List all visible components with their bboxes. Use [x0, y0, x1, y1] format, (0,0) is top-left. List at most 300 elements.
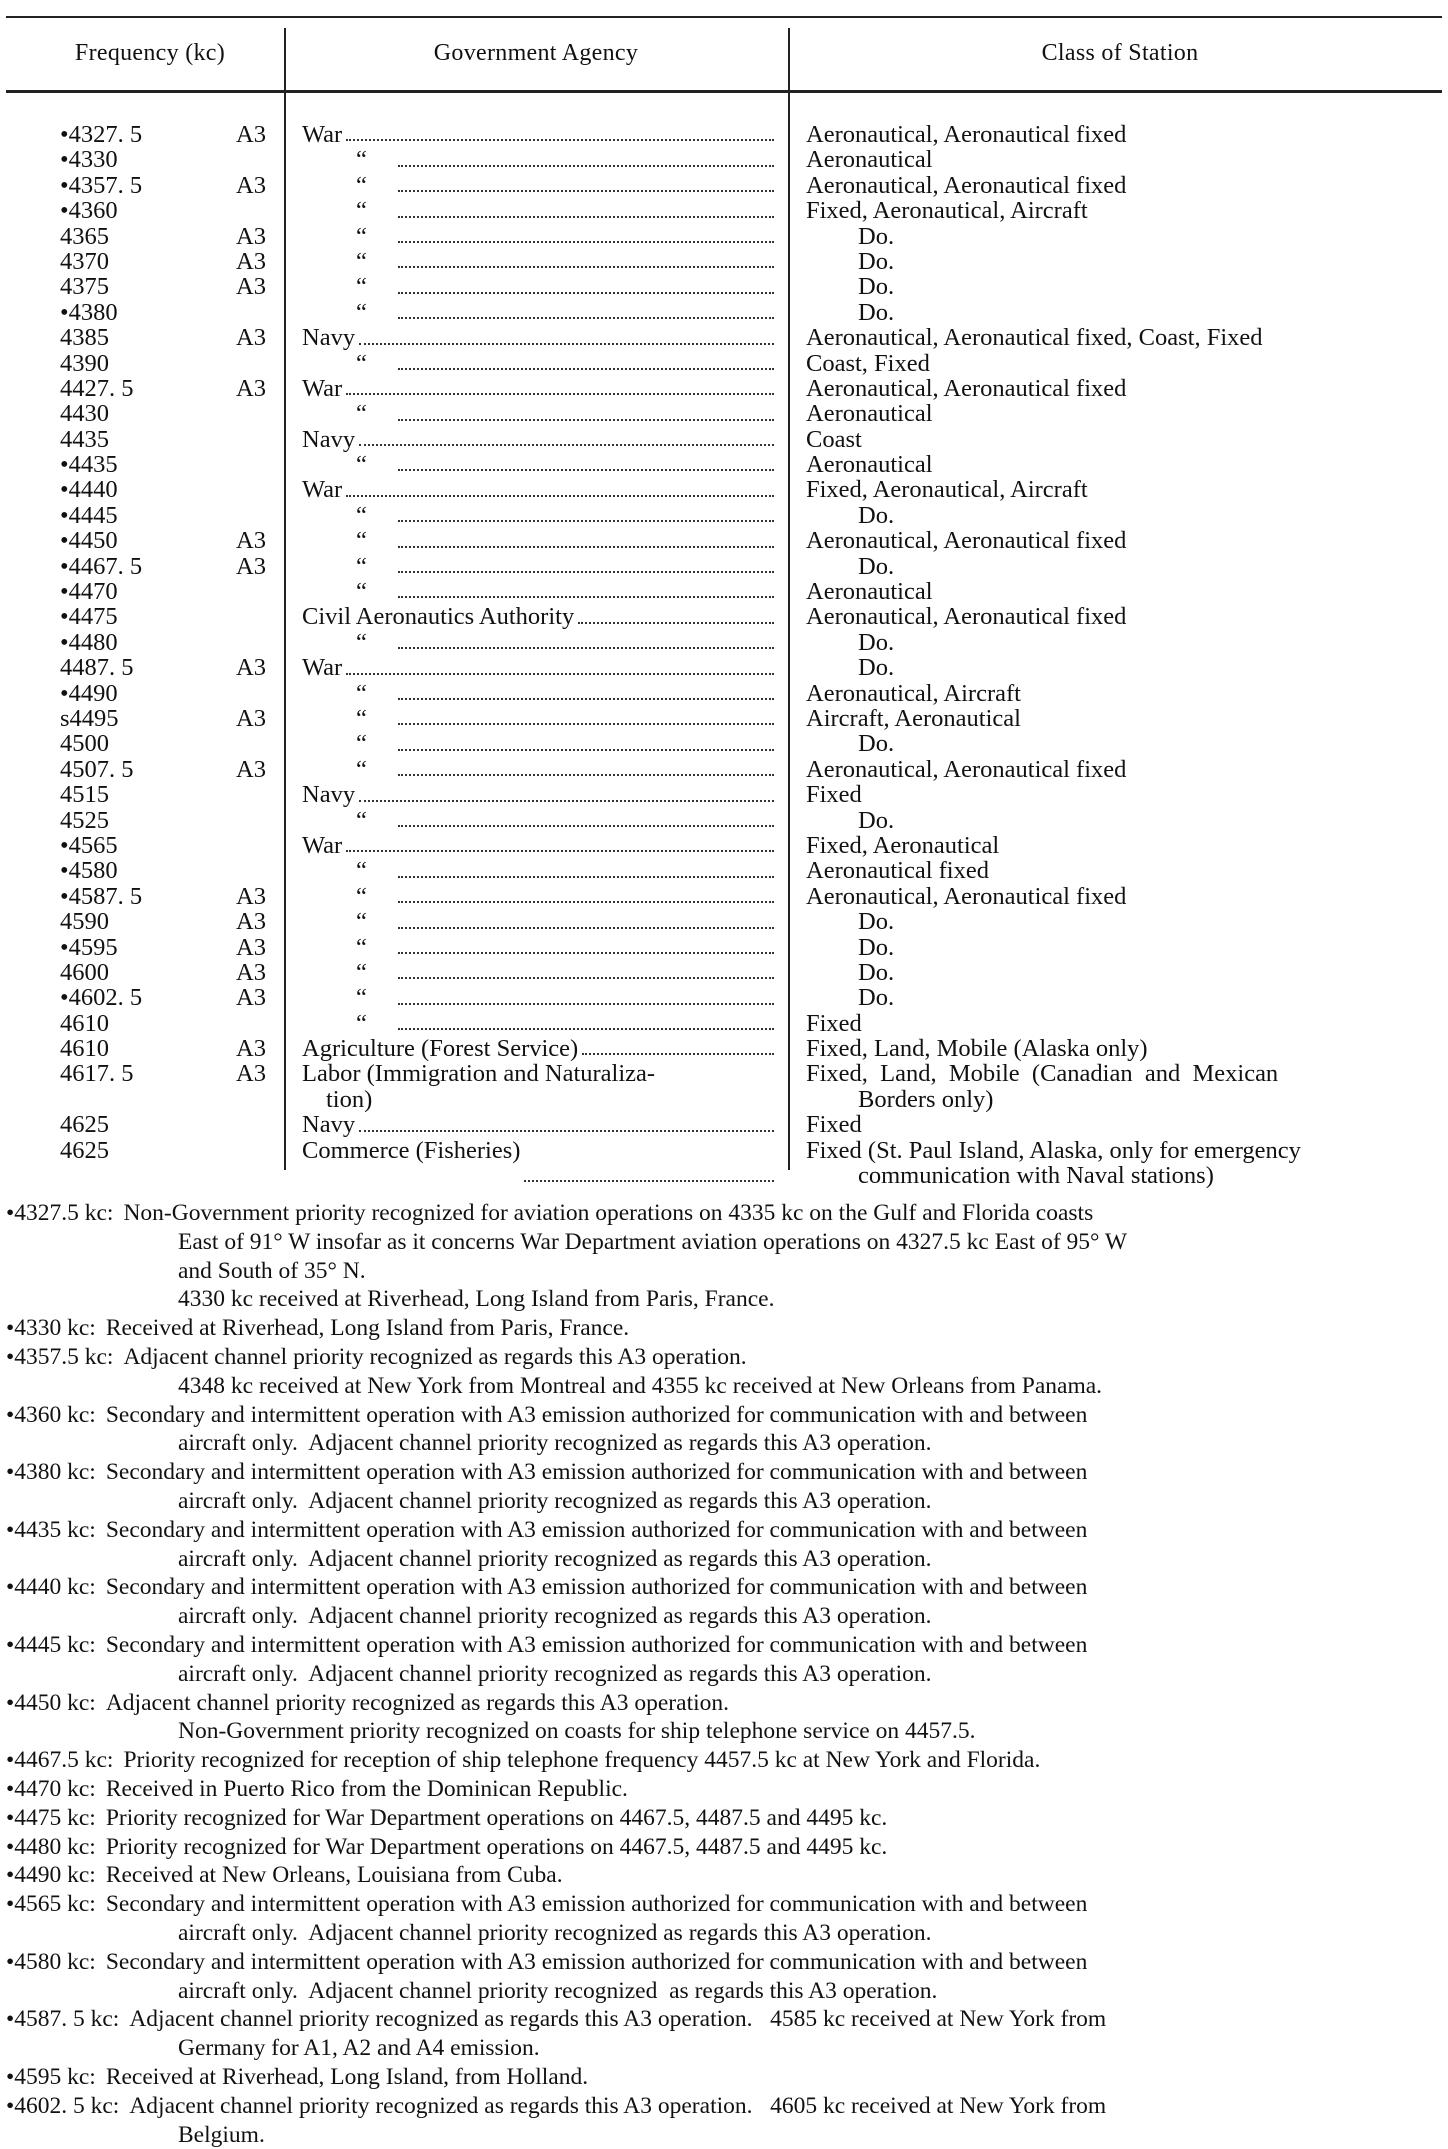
- class-cell: [806, 731, 1436, 756]
- table-row: [0, 604, 1448, 629]
- class-text: Aeronautical, Aeronautical fixed: [806, 121, 1127, 148]
- footnote-text: and South of 35° N.: [178, 1257, 366, 1284]
- agency-cell: [302, 198, 780, 223]
- frequency-cell: 4610: [60, 1009, 109, 1037]
- agency-text: “: [356, 909, 367, 935]
- emission-cell: A3: [236, 755, 266, 783]
- class-text: Aeronautical, Aeronautical fixed: [806, 882, 1127, 910]
- footnote-text: Secondary and intermittent operation with A3 emission authorized for communication with and between: [105, 1516, 1088, 1543]
- emission-cell: A3: [236, 324, 266, 352]
- class-cell: [806, 122, 1436, 147]
- emission-cell: A3: [236, 374, 266, 402]
- table-row: [0, 554, 1448, 579]
- agency-cell: [302, 884, 780, 909]
- leader-dots: [359, 343, 774, 345]
- frequency-cell: 4365: [60, 222, 109, 250]
- agency-cell: [302, 858, 780, 883]
- agency-text: “: [356, 731, 367, 757]
- emission-cell: A3: [236, 984, 266, 1012]
- leader-dots: [346, 673, 774, 675]
- table-row: [0, 249, 1448, 274]
- agency-cell: [302, 274, 780, 299]
- class-text: Aeronautical: [806, 451, 933, 479]
- frequency-cell: •4580: [60, 857, 118, 885]
- agency-cell: [302, 985, 780, 1010]
- table-row: [0, 655, 1448, 680]
- agency-cell: [302, 1011, 780, 1036]
- class-text: Aeronautical: [806, 578, 933, 606]
- frequency-cell: 4375: [60, 273, 109, 301]
- emission-cell: A3: [236, 247, 266, 275]
- frequency-cell: 4600: [60, 958, 109, 986]
- class-text: Do.: [858, 247, 895, 275]
- class-text: Aeronautical, Aeronautical fixed, Coast, Fixed: [806, 324, 1263, 352]
- agency-text: “: [356, 934, 367, 960]
- footnote-text: Adjacent channel priority recognized as regards this A3 operation.: [123, 1343, 747, 1370]
- table-row: [0, 376, 1448, 401]
- leader-dots: [398, 241, 774, 243]
- frequency-cell: •4475: [60, 603, 118, 631]
- class-text: Coast: [806, 425, 862, 453]
- class-cell: [806, 604, 1436, 629]
- leader-dots: [398, 647, 774, 649]
- agency-text: War: [302, 477, 343, 503]
- leader-dots: [359, 444, 774, 446]
- leader-dots: [346, 393, 774, 395]
- class-cell: [806, 782, 1436, 807]
- footnote-label: •4565 kc:: [6, 1891, 96, 1918]
- frequency-cell: •4440: [60, 476, 118, 504]
- frequency-cell: 4617. 5: [60, 1060, 134, 1088]
- footnote-text: aircraft only. Adjacent channel priority recognized as regards this A3 operation.: [178, 1430, 932, 1457]
- frequency-cell: 4590: [60, 908, 109, 936]
- footnote: [6, 1746, 1442, 1775]
- table-row: [0, 503, 1448, 528]
- allocation-table: [0, 122, 1448, 1188]
- footnote: [6, 1631, 1442, 1689]
- leader-dots: [398, 977, 774, 979]
- class-cell: [806, 147, 1436, 172]
- footnote-text: Secondary and intermittent operation with A3 emission authorized for communication with and between: [105, 1948, 1088, 1975]
- footnote-text: Adjacent channel priority recognized as regards this A3 operation. 4585 kc received at New York from: [129, 2006, 1107, 2033]
- footnote-label: •4327.5 kc:: [6, 1200, 114, 1226]
- footnote: [6, 1804, 1442, 1833]
- emission-cell: A3: [236, 908, 266, 936]
- class-cell: [806, 1011, 1436, 1036]
- agency-cell: [302, 1061, 780, 1112]
- footnote-label: •4480 kc:: [6, 1833, 96, 1860]
- leader-dots: [398, 927, 774, 929]
- frequency-cell: 4370: [60, 247, 109, 275]
- agency-text: Navy: [302, 1112, 356, 1138]
- footnotes: [6, 1199, 1442, 2149]
- frequency-cell: •4360: [60, 197, 118, 225]
- agency-cell: [302, 630, 780, 655]
- table-row: [0, 935, 1448, 960]
- table-row: [0, 681, 1448, 706]
- class-cell: [806, 224, 1436, 249]
- footnote-label: •4475 kc:: [6, 1804, 96, 1831]
- class-text: Fixed: [806, 1009, 862, 1037]
- table-row: [0, 808, 1448, 833]
- agency-cell: [302, 960, 780, 985]
- agency-cell: [302, 300, 780, 325]
- class-text: Aeronautical, Aeronautical fixed: [806, 755, 1127, 783]
- leader-dots: [398, 292, 774, 294]
- agency-cell: [302, 833, 780, 858]
- table-row: [0, 147, 1448, 172]
- leader-dots: [398, 1003, 774, 1005]
- class-text: Do.: [858, 730, 895, 758]
- footnote: [6, 1573, 1442, 1631]
- leader-dots: [398, 317, 774, 319]
- agency-text: “: [356, 350, 367, 376]
- leader-dots: [346, 139, 774, 141]
- footnote-label: •4435 kc:: [6, 1516, 96, 1543]
- table-row: [0, 731, 1448, 756]
- agency-text: Agriculture (Forest Service): [302, 1036, 579, 1062]
- agency-cell: [302, 681, 780, 706]
- footnote: [6, 1314, 1442, 1343]
- footnote-text: Germany for A1, A2 and A4 emission.: [178, 2035, 540, 2062]
- frequency-cell: •4380: [60, 298, 118, 326]
- agency-cell: [302, 1112, 780, 1137]
- table-row: [0, 1011, 1448, 1036]
- footnote-label: •4587. 5 kc:: [6, 2006, 120, 2033]
- frequency-cell: •4565: [60, 831, 118, 859]
- agency-cell: [302, 249, 780, 274]
- frequency-cell: •4435: [60, 451, 118, 479]
- footnote: [6, 1775, 1442, 1804]
- footnote-text: Adjacent channel priority recognized as regards this A3 operation.: [105, 1689, 729, 1716]
- agency-text: “: [356, 883, 367, 910]
- class-text: Fixed (St. Paul Island, Alaska, only for emergency: [806, 1136, 1301, 1164]
- agency-text: “: [356, 579, 367, 605]
- footnote-label: •4470 kc:: [6, 1775, 96, 1802]
- class-cell: [806, 833, 1436, 858]
- class-cell: [806, 477, 1436, 502]
- leader-dots: [398, 825, 774, 827]
- class-cell: [806, 579, 1436, 604]
- frequency-cell: 4525: [60, 806, 109, 834]
- footnote-text: 4330 kc received at Riverhead, Long Island from Paris, France.: [178, 1286, 775, 1313]
- table-row: [0, 1138, 1448, 1189]
- class-text: Aeronautical fixed: [806, 857, 989, 885]
- table-row: [0, 173, 1448, 198]
- table-row: [0, 198, 1448, 223]
- class-cell: [806, 985, 1436, 1010]
- footnote-text: East of 91° W insofar as it concerns War Department aviation operations on 4327.5 kc East of 95° W: [178, 1228, 1128, 1255]
- class-text: Aeronautical: [806, 400, 933, 428]
- table-row: [0, 477, 1448, 502]
- agency-cell: [302, 325, 780, 350]
- frequency-cell: •4490: [60, 679, 118, 707]
- agency-cell: [302, 782, 780, 807]
- footnote-label: •4595 kc:: [6, 2063, 96, 2090]
- footnote: [6, 1689, 1442, 1747]
- frequency-cell: 4625: [60, 1111, 109, 1139]
- footnote-label: •4602. 5 kc:: [6, 2092, 120, 2119]
- footnote: [6, 1948, 1442, 2006]
- footnote: [6, 1890, 1442, 1948]
- table-row: [0, 528, 1448, 553]
- emission-cell: A3: [236, 171, 266, 199]
- footnote-text: Received at Riverhead, Long Island, from Holland.: [105, 2063, 589, 2090]
- table-row: [0, 274, 1448, 299]
- agency-text: “: [356, 705, 367, 732]
- frequency-cell: 4430: [60, 400, 109, 428]
- table-row: [0, 630, 1448, 655]
- class-cell: [806, 503, 1436, 528]
- footnote: [6, 1343, 1442, 1401]
- class-cell: [806, 681, 1436, 706]
- emission-cell: A3: [236, 882, 266, 910]
- class-cell: [806, 1061, 1436, 1112]
- class-cell: [806, 1138, 1436, 1189]
- footnote: [6, 1458, 1442, 1516]
- leader-dots: [398, 190, 774, 192]
- table-row: [0, 452, 1448, 477]
- agency-cell: [302, 452, 780, 477]
- leader-dots: [359, 1130, 774, 1132]
- agency-text: “: [356, 172, 367, 199]
- class-cell: [806, 1112, 1436, 1137]
- frequency-cell: •4587. 5: [60, 882, 143, 910]
- agency-cell: [302, 731, 780, 756]
- emission-cell: A3: [236, 222, 266, 250]
- agency-cell: [302, 503, 780, 528]
- frequency-cell: s4495: [60, 704, 119, 732]
- leader-dots: [398, 266, 774, 268]
- class-text: Aeronautical, Aeronautical fixed: [806, 527, 1127, 555]
- agency-cell: [302, 604, 780, 629]
- frequency-cell: •4595: [60, 933, 118, 961]
- agency-text: “: [356, 528, 367, 554]
- class-text: Do.: [858, 298, 895, 326]
- footnote-label: •4450 kc:: [6, 1689, 96, 1716]
- top-rule: [6, 16, 1442, 18]
- frequency-cell: •4330: [60, 146, 118, 174]
- footnote: [6, 1516, 1442, 1574]
- leader-dots: [398, 749, 774, 751]
- frequency-cell: 4385: [60, 324, 109, 352]
- footnote-text: aircraft only. Adjacent channel priority recognized as regards this A3 operation.: [178, 1660, 932, 1687]
- leader-dots: [398, 546, 774, 548]
- agency-cell: [302, 935, 780, 960]
- header-frequency: Frequency (kc): [74, 40, 226, 66]
- footnote-label: •4330 kc:: [6, 1315, 96, 1342]
- table-row: [0, 757, 1448, 782]
- frequency-cell: 4427. 5: [60, 374, 134, 402]
- footnote: [6, 1199, 1442, 1314]
- class-cell: [806, 935, 1436, 960]
- class-text: Do.: [858, 501, 895, 529]
- class-cell: [806, 808, 1436, 833]
- footnote-text: Received at Riverhead, Long Island from Paris, France.: [105, 1315, 630, 1342]
- footnote-label: •4490 kc:: [6, 1862, 96, 1889]
- agency-cell: [302, 427, 780, 452]
- class-cell: [806, 274, 1436, 299]
- header-rule: [6, 90, 1442, 93]
- footnote-text: Secondary and intermittent operation with A3 emission authorized for communication with and between: [105, 1631, 1088, 1658]
- leader-dots: [398, 165, 774, 167]
- footnote-text: aircraft only. Adjacent channel priority recognized as regards this A3 operation.: [178, 1487, 932, 1514]
- class-cell: [806, 706, 1436, 731]
- agency-text: “: [356, 299, 367, 326]
- agency-text: “: [356, 502, 367, 529]
- agency-text: “: [356, 1010, 367, 1037]
- class-text: Aeronautical, Aircraft: [806, 679, 1021, 707]
- agency-text-continued: tion): [326, 1085, 373, 1113]
- footnote-label: •4357.5 kc:: [6, 1343, 114, 1370]
- class-cell: [806, 452, 1436, 477]
- emission-cell: A3: [236, 552, 266, 580]
- footnote-label: •4445 kc:: [6, 1631, 96, 1658]
- class-cell: [806, 960, 1436, 985]
- table-row: [0, 1061, 1448, 1112]
- class-text: Fixed: [806, 781, 862, 809]
- agency-text: “: [356, 401, 367, 427]
- frequency-cell: •4602. 5: [60, 984, 143, 1012]
- emission-cell: A3: [236, 933, 266, 961]
- frequency-cell: •4445: [60, 501, 118, 529]
- agency-text: “: [356, 629, 367, 656]
- footnote-text: aircraft only. Adjacent channel priority recognized as regards this A3 operation.: [178, 1603, 932, 1630]
- agency-cell: [302, 376, 780, 401]
- class-text: Do.: [858, 222, 895, 250]
- agency-text: War: [302, 122, 343, 148]
- table-row: [0, 122, 1448, 147]
- emission-cell: A3: [236, 654, 266, 682]
- emission-cell: A3: [236, 121, 266, 148]
- class-text: Do.: [858, 933, 895, 961]
- class-text: Fixed, Land, Mobile (Canadian and Mexican: [806, 1060, 1279, 1088]
- class-text: Do.: [858, 628, 895, 656]
- frequency-cell: •4357. 5: [60, 171, 143, 199]
- agency-text: Civil Aeronautics Authority: [302, 604, 575, 630]
- class-text: Coast, Fixed: [806, 349, 930, 377]
- table-row: [0, 1036, 1448, 1061]
- footnote-text: Received at New Orleans, Louisiana from Cuba.: [105, 1862, 563, 1889]
- leader-dots: [398, 698, 774, 700]
- table-row: [0, 325, 1448, 350]
- agency-cell: [302, 1138, 780, 1189]
- agency-text: “: [356, 223, 367, 249]
- frequency-cell: •4480: [60, 628, 118, 656]
- leader-dots: [359, 800, 774, 802]
- leader-dots: [398, 469, 774, 471]
- agency-cell: [302, 655, 780, 680]
- class-text: Do.: [858, 654, 895, 682]
- class-cell: [806, 401, 1436, 426]
- frequency-cell: 4500: [60, 730, 109, 758]
- class-cell: [806, 376, 1436, 401]
- agency-cell: [302, 173, 780, 198]
- class-cell: [806, 630, 1436, 655]
- footnote-text: Non-Government priority recognized on coasts for ship telephone service on 4457.5.: [178, 1718, 976, 1745]
- agency-text: War: [302, 375, 343, 402]
- leader-dots: [346, 850, 774, 852]
- leader-dots: [398, 216, 774, 218]
- leader-dots: [578, 622, 774, 624]
- table-row: [0, 300, 1448, 325]
- frequency-cell: 4390: [60, 349, 109, 377]
- agency-text: “: [356, 248, 367, 275]
- class-cell: [806, 528, 1436, 553]
- table-row: [0, 427, 1448, 452]
- footnote-text: Priority recognized for reception of ship telephone frequency 4457.5 kc at New York and Florida.: [123, 1747, 1041, 1774]
- footnote: [6, 2092, 1442, 2149]
- footnote: [6, 1401, 1442, 1459]
- table-row: [0, 1112, 1448, 1137]
- footnote-text: Adjacent channel priority recognized as regards this A3 operation. 4605 kc received at New York from: [129, 2092, 1107, 2119]
- footnote: [6, 2063, 1442, 2092]
- table-row: [0, 706, 1448, 731]
- class-cell: [806, 249, 1436, 274]
- class-text: Do.: [858, 552, 895, 580]
- agency-text: “: [356, 858, 367, 884]
- leader-dots: [398, 1028, 774, 1030]
- class-text-continued: Borders only): [858, 1085, 994, 1113]
- class-text: Do.: [858, 958, 895, 986]
- agency-cell: [302, 757, 780, 782]
- leader-dots: [398, 520, 774, 522]
- leader-dots: [524, 1180, 774, 1182]
- footnote-text: Secondary and intermittent operation with A3 emission authorized for communication with and between: [105, 1459, 1088, 1486]
- footnote: [6, 1861, 1442, 1890]
- agency-cell: [302, 147, 780, 172]
- agency-text: War: [302, 655, 343, 681]
- footnote-text: Secondary and intermittent operation with A3 emission authorized for communication with and between: [105, 1401, 1088, 1428]
- agency-cell: [302, 122, 780, 147]
- header-class: Class of Station: [1041, 40, 1199, 66]
- class-cell: [806, 351, 1436, 376]
- leader-dots: [398, 901, 774, 903]
- agency-cell: [302, 808, 780, 833]
- leader-dots: [398, 723, 774, 725]
- footnote-text: aircraft only. Adjacent channel priority recognized as regards this A3 operation.: [178, 1919, 932, 1946]
- agency-text: “: [356, 756, 367, 783]
- table-row: [0, 224, 1448, 249]
- footnote-text: 4348 kc received at New York from Montreal and 4355 kc received at New Orleans from Panama.: [178, 1372, 1103, 1399]
- agency-text: “: [356, 680, 367, 706]
- class-text: Aeronautical, Aeronautical fixed: [806, 603, 1127, 631]
- leader-dots: [346, 495, 774, 497]
- footnote-text: Secondary and intermittent operation with A3 emission authorized for communication with and between: [105, 1891, 1088, 1918]
- footnote-label: •4467.5 kc:: [6, 1747, 114, 1774]
- class-cell: [806, 198, 1436, 223]
- footnote-text: aircraft only. Adjacent channel priority recognized as regards this A3 operation.: [178, 1545, 932, 1572]
- footnote-label: •4580 kc:: [6, 1948, 96, 1975]
- footnote-text: Received in Puerto Rico from the Dominican Republic.: [105, 1775, 628, 1802]
- table-row: [0, 960, 1448, 985]
- class-text: Fixed, Aeronautical, Aircraft: [806, 197, 1088, 225]
- agency-text: “: [356, 985, 367, 1011]
- agency-cell: [302, 579, 780, 604]
- agency-text: “: [356, 198, 367, 224]
- class-text-continued: communication with Naval stations): [858, 1162, 1214, 1190]
- agency-cell: [302, 224, 780, 249]
- frequency-cell: 4625: [60, 1136, 109, 1164]
- table-row: [0, 782, 1448, 807]
- frequency-cell: •4467. 5: [60, 552, 143, 580]
- table-row: [0, 833, 1448, 858]
- class-text: Do.: [858, 806, 895, 834]
- class-cell: [806, 300, 1436, 325]
- table-row: [0, 579, 1448, 604]
- emission-cell: A3: [236, 1035, 266, 1063]
- agency-text: Navy: [302, 325, 356, 351]
